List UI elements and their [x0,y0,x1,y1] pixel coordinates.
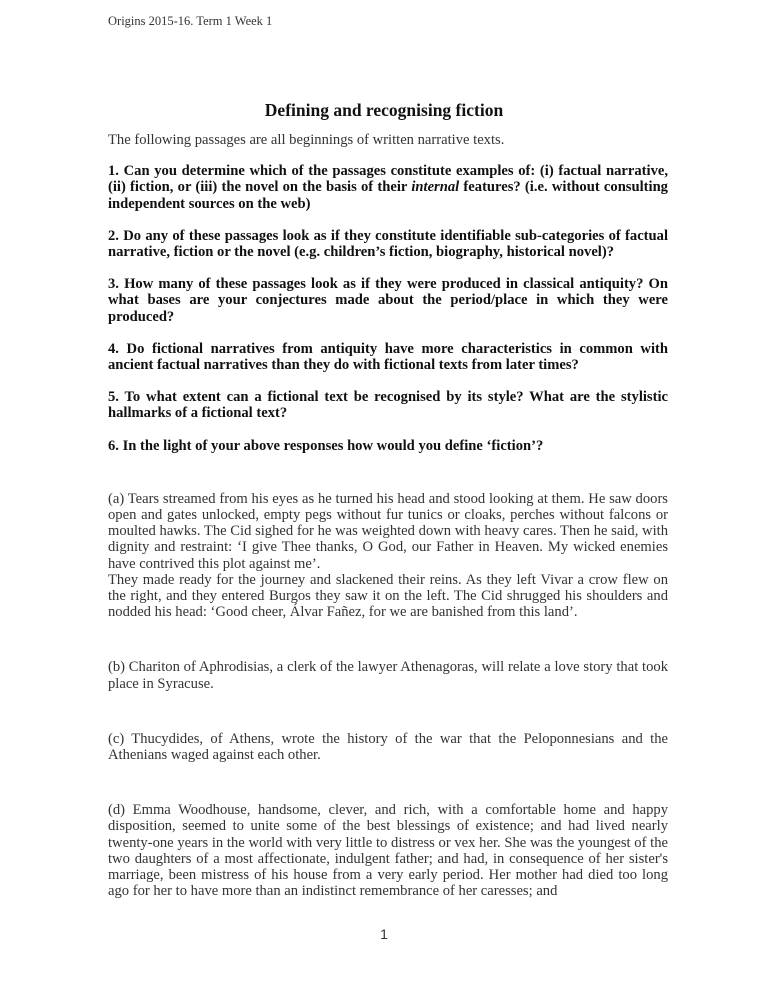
passage-b [108,659,668,691]
passage-d-paragraph-1: (d) Emma Woodhouse, handsome, clever, and rich, with a comfortable home and happy disposition, seemed to unite some of the best blessings of existence; and had lived nearly twenty-one years in the world with very little to distress or vex her. She was the youngest of the two daughters of a most affectionate, indulgent father; and had, in consequence of her sister's marriage, been mistress of his house from a very early period. Her mother had died too long ago for her to have more than an indistinct remembrance of her caresses; and [108,802,668,900]
question-3: 3. How many of these passages look as if they were produced in classical antiquity? On what bases are your conjectures made about the period/place in which they were produced? [108,276,668,325]
passage-a-paragraph-1: (a) Tears streamed from his eyes as he turned his head and stood looking at them. He saw doors open and gates unlocked, empty pegs without fur tunics or cloaks, perches without falcons or moulted hawks. The Cid sighed for he was weighted down with heavy cares. Then he said, with dignity and restraint: ‘I give Thee thanks, O God, our Father in Heaven. My wicked enemies have contrived this plot against me’. [108,490,668,572]
question-1-text-after: features? (i.e. without consulting independent sources on the web) [108,179,668,212]
passage-a-paragraph-2: They made ready for the journey and slackened their reins. As they left Vivar a crow flew on the right, and they entered Burgos they saw it on the left. The Cid shrugged his shoulders and nodded his head: ‘Good cheer, Álvar Fañez, for we are banished from this land’. [108,571,668,621]
question-1 [108,163,668,212]
passage-d [108,802,668,899]
document-body [108,132,668,939]
question-4: 4. Do fictional narratives from antiquity have more characteristics in common with ancient factual narratives than they do with fictional texts from later times? [108,340,668,374]
document-title: Defining and recognising fiction [264,100,504,120]
passage-c-paragraph-1: (c) Thucydides, of Athens, wrote the history of the war that the Peloponnesians and the Athenians waged against each other. [108,730,668,764]
question-2: 2. Do any of these passages look as if they constitute identifiable sub-categories of factual narrative, fiction or the novel (e.g. children’s fiction, biography, historical novel)? [108,227,668,261]
question-1-text-before: 1. Can you determine which of the passages constitute examples of: (i) factual narrative, (ii) fiction, or (iii) the novel on the basis of their [108,163,668,196]
intro-paragraph: The following passages are all beginnings of written narrative texts. [108,132,505,148]
passage-a [108,491,668,621]
page-number: 1 [380,926,388,942]
passage-b-paragraph-1: (b) Chariton of Aphrodisias, a clerk of the lawyer Athenagoras, will relate a love story that took place in Syracuse. [108,659,668,692]
question-5: 5. To what extent can a fictional text be recognised by its style? What are the stylistic hallmarks of a fictional text? [108,389,668,422]
passage-c [108,731,668,763]
question-1-emphasis: internal [411,179,460,196]
running-header: Origins 2015-16. Term 1 Week 1 [108,14,273,28]
question-6: 6. In the light of your above responses how would you define ‘fiction’? [108,437,544,454]
